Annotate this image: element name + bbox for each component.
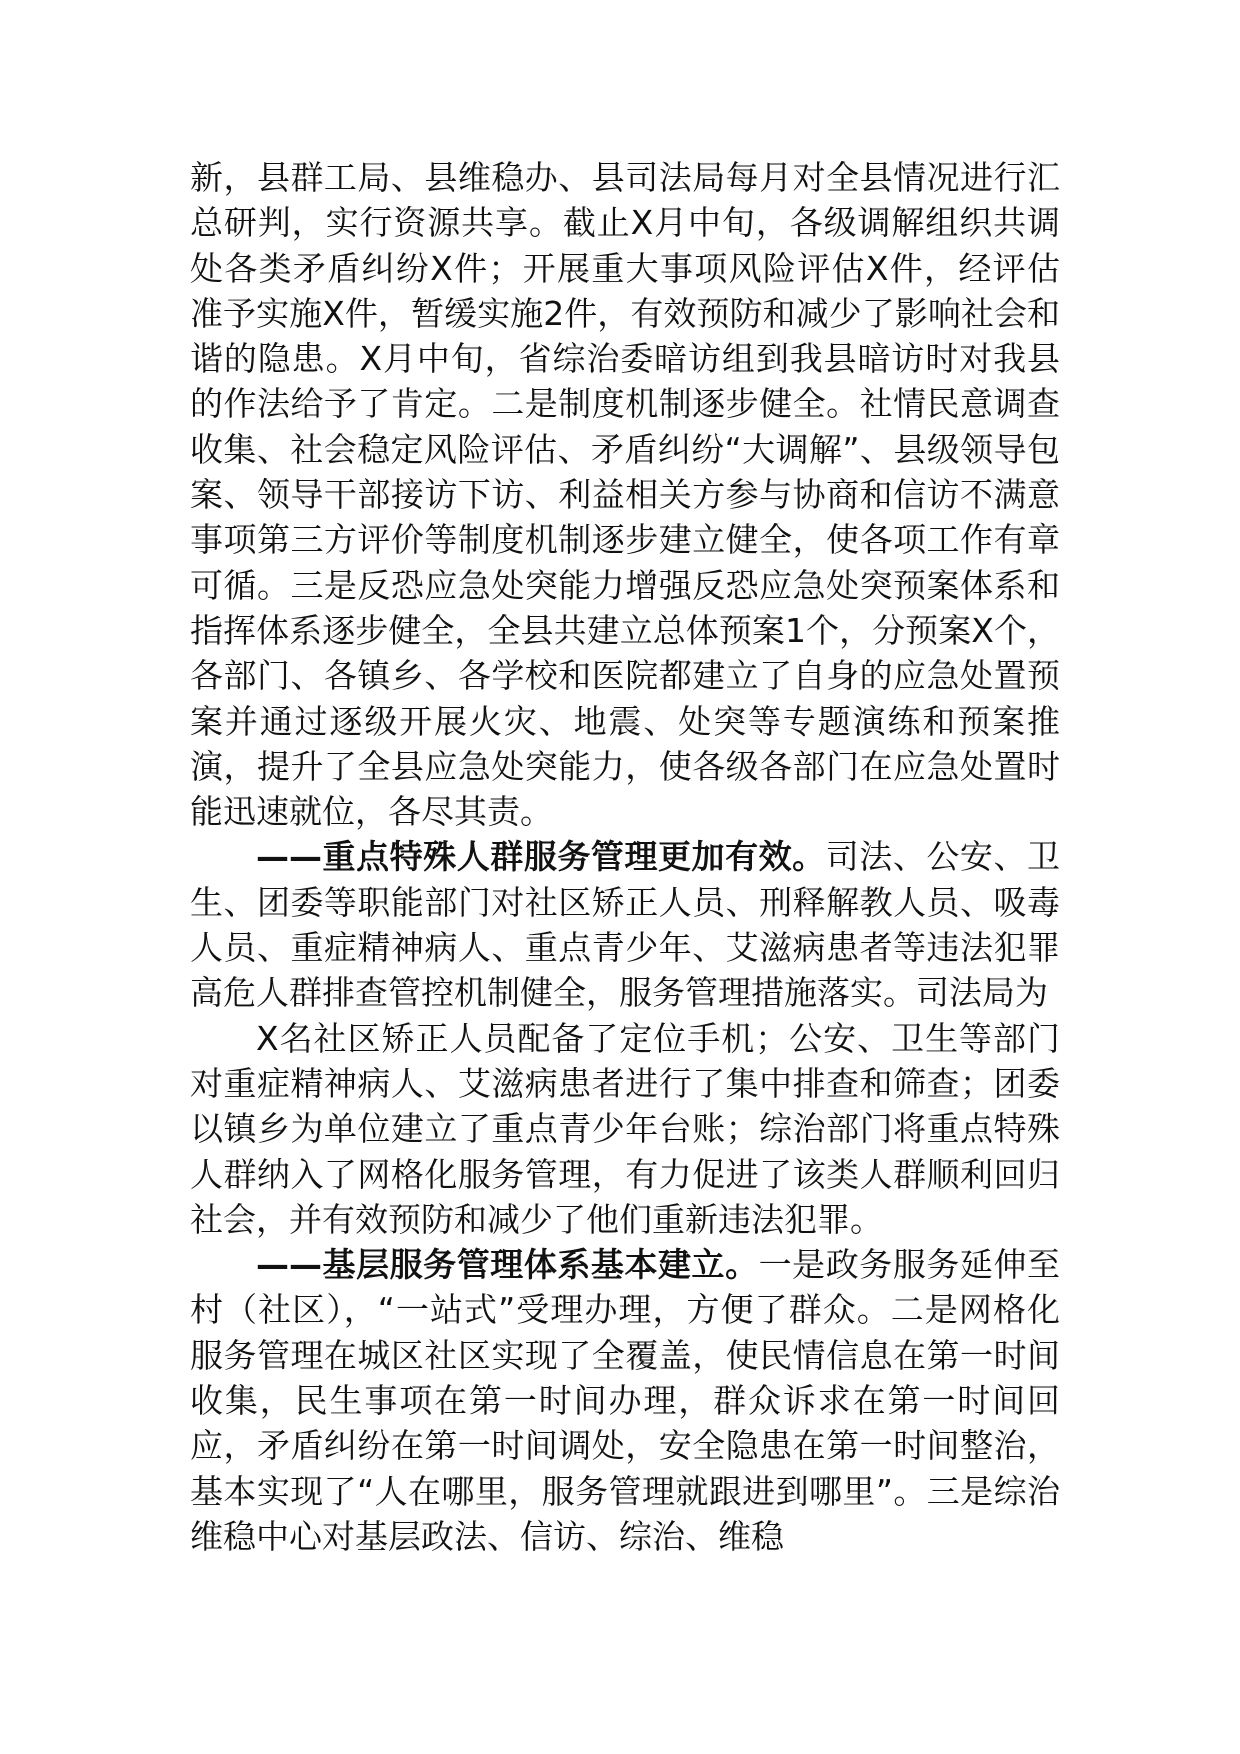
paragraph-3	[190, 1016, 1060, 1242]
paragraph-2-text: 司法、公安、卫生、团委等职能部门对社区矫正人员、刑释解教人员、吸毒人员、重症精神病人、重点青少年、艾滋病患者等违法犯罪高危人群排查管控机制健全，服务管理措施落实。司法局为	[190, 837, 1061, 1013]
paragraph-4-heading: ——基层服务管理体系基本建立。	[256, 1245, 759, 1285]
document-body	[190, 155, 1060, 1559]
paragraph-2	[190, 834, 1060, 1015]
paragraph-1-text: 新，县群工局、县维稳办、县司法局每月对全县情况进行汇总研判，实行资源共享。截止X月中旬，各级调解组织共调处各类矛盾纠纷X件；开展重大事项风险评估X件，经评估准予实施X件，暂缓实施2件，有效预防和减少了影响社会和谐的隐患。X月中旬，省综治委暗访组到我县暗访时对我县的作法给予了肯定。二是制度机制逐步健全。社情民意调查收集、社会稳定风险评估、矛盾纠纷“大调解”、县级领导包案、领导干部接访下访、利益相关方参与协商和信访不满意事项第三方评价等制度机制逐步建立健全，使各项工作有章可循。三是反恐应急处突能力增强反恐应急处突预案体系和指挥体系逐步健全，全县共建立总体预案1个，分预案X个，各部门、各镇乡、各学校和医院都建立了自身的应急处置预案并通过逐级开展火灾、地震、处突等专题演练和预案推演，提升了全县应急处突能力，使各级各部门在应急处置时能迅速就位，各尽其责。	[190, 158, 1060, 832]
paragraph-4-text: 一是政务服务延伸至村（社区），“一站式”受理办理，方便了群众。二是网格化服务管理在城区社区实现了全覆盖，使民情信息在第一时间收集，民生事项在第一时间办理，群众诉求在第一时间回应，矛盾纠纷在第一时间调处，安全隐患在第一时间整治，基本实现了“人在哪里，服务管理就跟进到哪里”。三是综治维稳中心对基层政法、信访、综治、维稳	[190, 1245, 1061, 1556]
paragraph-3-text: X名社区矫正人员配备了定位手机；公安、卫生等部门对重症精神病人、艾滋病患者进行了集中排查和筛查；团委以镇乡为单位建立了重点青少年台账；综治部门将重点特殊人群纳入了网格化服务管理，有力促进了该类人群顺利回归社会，并有效预防和减少了他们重新违法犯罪。	[190, 1018, 1060, 1239]
paragraph-2-heading: ——重点特殊人群服务管理更加有效。	[256, 837, 826, 877]
paragraph-4	[190, 1242, 1060, 1559]
paragraph-1	[190, 155, 1060, 834]
